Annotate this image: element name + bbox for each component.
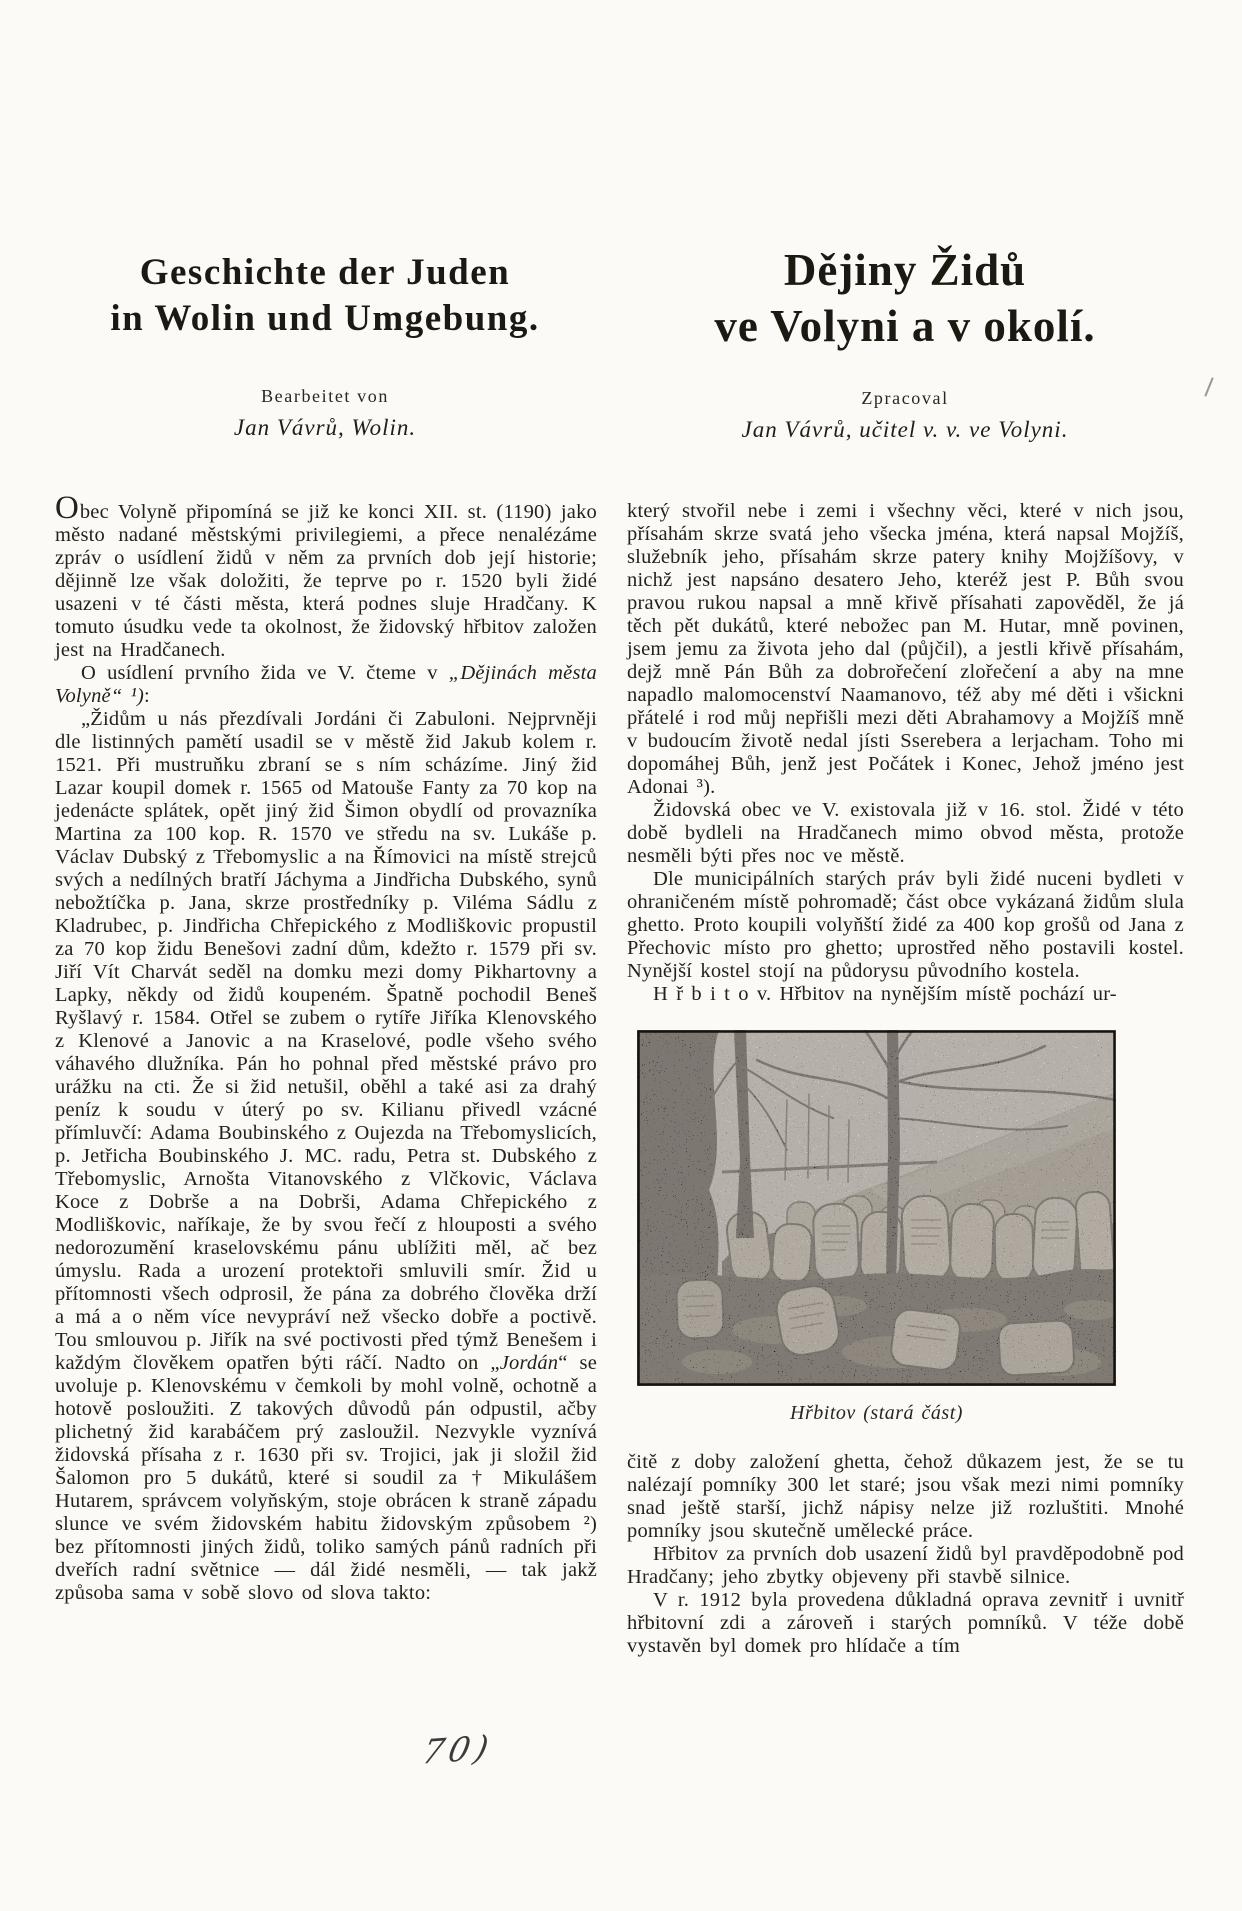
paragraph-cemetery-continued: čitě z doby založení ghetta, čehož důkazem jest, že se tu nalézají pomníky 300 let staré; jsou však mezi nimi pomníky snad ještě starší, jichž nápisy nelze již rozluštiti. Mnohé pomníky jsou skutečně umělecké práce. (627, 1451, 1184, 1542)
photo-scene (637, 1030, 1116, 1386)
paragraph-segment: : (144, 685, 150, 707)
left-text-column (55, 490, 597, 1605)
german-title-block (55, 250, 595, 441)
czech-byline-label: Zpracoval (861, 388, 949, 408)
paragraph-old-cemetery: Hřbitov za prvních dob usazení židů byl pravděpodobně pod Hradčany; jeho zbytky objeveny při stavbě silnice. (627, 1543, 1184, 1588)
page-title-german (55, 250, 595, 342)
czech-title-line2: ve Volyni a v okolí. (714, 301, 1096, 351)
paragraph-oath-text: který stvořil nebe i zemi i všechny věci, které v nich jsou, přísahám skrze svatá jeho všecka jména, která napsal Mojžíš, služebník jeho, přísahám skrze patery knihy Mojžíšovy, v nichž jest napsáno desatero Jeho, kteréž jest P. Bůh svou pravou rukou napsal a mně křivě přísahati zapověděl, že já těch pět dukátů, které nebožec pan M. Hutar, mně povinen, jsem jemu za života jeho dal (půjčil), a jestli křivě přísahám, dejž mně Pán Bůh za dobrořečení zlořečení a aby na mne napadlo malomocenství Naamanovo, též aby mé děti i všickni přátelé i rod můj nepřišli mezi děti Abrahamovy a Mojžíš mně v budoucím životě nedal jísti Sserebera a lerjacham. Toho mi dopomáhej Bůh, jenž jest Počátek i Konec, Jehož jméno jest Adonai ³). (627, 500, 1184, 798)
paragraph-segment: O usídlení prvního žida ve V. čteme v (81, 662, 449, 684)
paragraph-segment: „Židům u nás přezdívali Jordáni či Zabuloni. Nejprvněji dle listinných pamětí usadil se v městě žid Jakub kolem r. 1521. Při mustruňku zbraní se s ním scházíme. Jiný žid Lazar koupil domek r. 1565 od Matouše Fanty za 70 kop na jedenácte splátek, opět jiný žid Šimon obydlí od provazníka Martina za 100 kop. R. 1570 ve středu na sv. Lukáše p. Václav Dubský z Třebomyslic a na Římovici na místě strejců svých a nedílných bratří Jáchyma a Jindřicha Dubského, synů nebožtíčka p. Jana, skrze prostředníky p. Viléma Sádlu z Kladrubec, p. Jindřicha Chřepického z Modliškovic propustil za 70 kop židu Benešovi zadní dům, kdežto r. 1579 při sv. Jiří Vít Charvát seděl na domku mezi domy Pikhartovny a Lapky, někdy od židů koupeném. Špatně pochodil Beneš Ryšlavý r. 1584. Otřel se zubem o rytíře Jiříka Klenovského z Klenové a Janovic a na Kraselové, podle všeho svého váhavého dlužníka. Pán ho pohnal před městské právo pro urážku na cti. Že si žid netušil, oběhl a také asi za drahý peníz k soudu v úterý po sv. Kilianu přivedl vzácné přímluvčí: Adama Boubinského z Oujezda na Třebomyslicích, p. Jetřicha Boubinského J. MC. radu, Petra st. Dubského z Třebomyslic, Arnošta Vitanovského z Vlčkovic, Václava Koce z Dobrše a na Dobrši, Adama Chřepického z Modliškovic, naříkaje, že by svou řečí z hlouposti a svého nedorozumění kraselovskému pánu ublížiti měl, ač bez úmyslu. Rada a urození protektoři smluvili smír. Žid u přítomnosti všech odprosil, že pána za dobrého člověka drží a má a o něm více nevypráví než všecko dobře a poctivě. Tou smlouvou p. Jiřík na své poctivosti před týmž Benešem i každým člověkem opatřen býti ráčí. Nadto on „ (55, 708, 597, 1374)
czech-byline-author: Jan Vávrů, učitel v. v. ve Volyni. (741, 417, 1069, 442)
right-text-column (627, 500, 1184, 1658)
czech-title-line1: Dějiny Židů (783, 245, 1027, 295)
german-title-line2: in Wolin und Umgebung. (110, 298, 540, 339)
paragraph-segment: “ se uvoluje p. Klenovskému v čemkoli by mohl volně, ochotně a hotově posloužiti. Z takových důvodů pán odpustil, ačby plichetný žid karabáčem prý zasloužil. Nezvykle vyznívá židovská přísaha z r. 1630 při sv. Trojici, jak ji složil žid Šalomon pro 5 dukátů, které si soudil za † Mikulášem Hutarem, správcem volyňským, stoje obrácen k straně západu slunce ve svém židovském habitu židovským způsobem ²) bez přítomnosti jiných židů, toliko samých pánů radních při dveřích radní světnice — dál židé nesměli, — tak jakž způsoba sama v sobě slovo od slova takto: (55, 1352, 597, 1604)
paragraph-first-jew-reference (55, 662, 597, 708)
paragraph-1912-repair: V r. 1912 byla provedena důkladná oprava zevnitř i uvnitř hřbitovní zdi a zároveň i starých pomníků. V téže době vystavěn byl domek pro hlídače a tím (627, 1589, 1184, 1657)
czech-title-block (618, 242, 1192, 443)
paragraph-chronicle-quote (55, 708, 597, 1605)
paragraph-ghetto: Dle municipálních starých práv byli židé nuceni bydleti v ohraničeném místě pohromadě; část obce vykázaná židům slula ghetto. Proto koupili volyňští židé za 400 kop grošů od Jana z Přechovic místo pro ghetto; uprostřed něho postavili kostel. Nynější kostel stojí na půdorysu původního kostela. (627, 868, 1184, 982)
german-byline-label: Bearbeitet von (261, 386, 389, 406)
paragraph-cemetery-intro: H ř b i t o v. Hřbitov na nynějším místě pochází ur- (653, 983, 1117, 1005)
figure-caption: Hřbitov (stará část) (790, 1402, 963, 1424)
grain-light (637, 1030, 1116, 1386)
cemetery-photo (637, 1030, 1116, 1386)
german-title-line1: Geschichte der Juden (139, 252, 511, 293)
paragraph-community-origins: Obec Volyně připomíná se již ke konci XII. st. (1190) jako město nadané městskými privilegiemi, a přece nenalézáme zpráv o usídlení židů v něm za prvních dob její historie; dějinně lze však doložiti, že teprve po r. 1520 byli židé usazeni v té části města, která podnes sluje Hradčany. K tomuto úsudku vede ta okolnost, že židovský hřbitov založen jest na Hradčanech. (55, 490, 597, 661)
page-title-czech (618, 242, 1192, 354)
german-byline-author: Jan Vávrů, Wolin. (233, 415, 417, 440)
handwritten-annotation: 70) (418, 1727, 498, 1772)
paragraph-community-16th-century: Židovská obec ve V. existovala již v 16. stol. Židé v této době bydleli na Hradčanech mimo obvod města, protože nesměli býti přes noc ve městě. (627, 799, 1184, 867)
jordan-italic: Jordán (499, 1352, 559, 1374)
cemetery-figure (637, 1030, 1116, 1425)
book-title-italic: „Dějinách města Volyně“ ¹) (55, 662, 597, 707)
scan-artifact (1204, 377, 1213, 396)
